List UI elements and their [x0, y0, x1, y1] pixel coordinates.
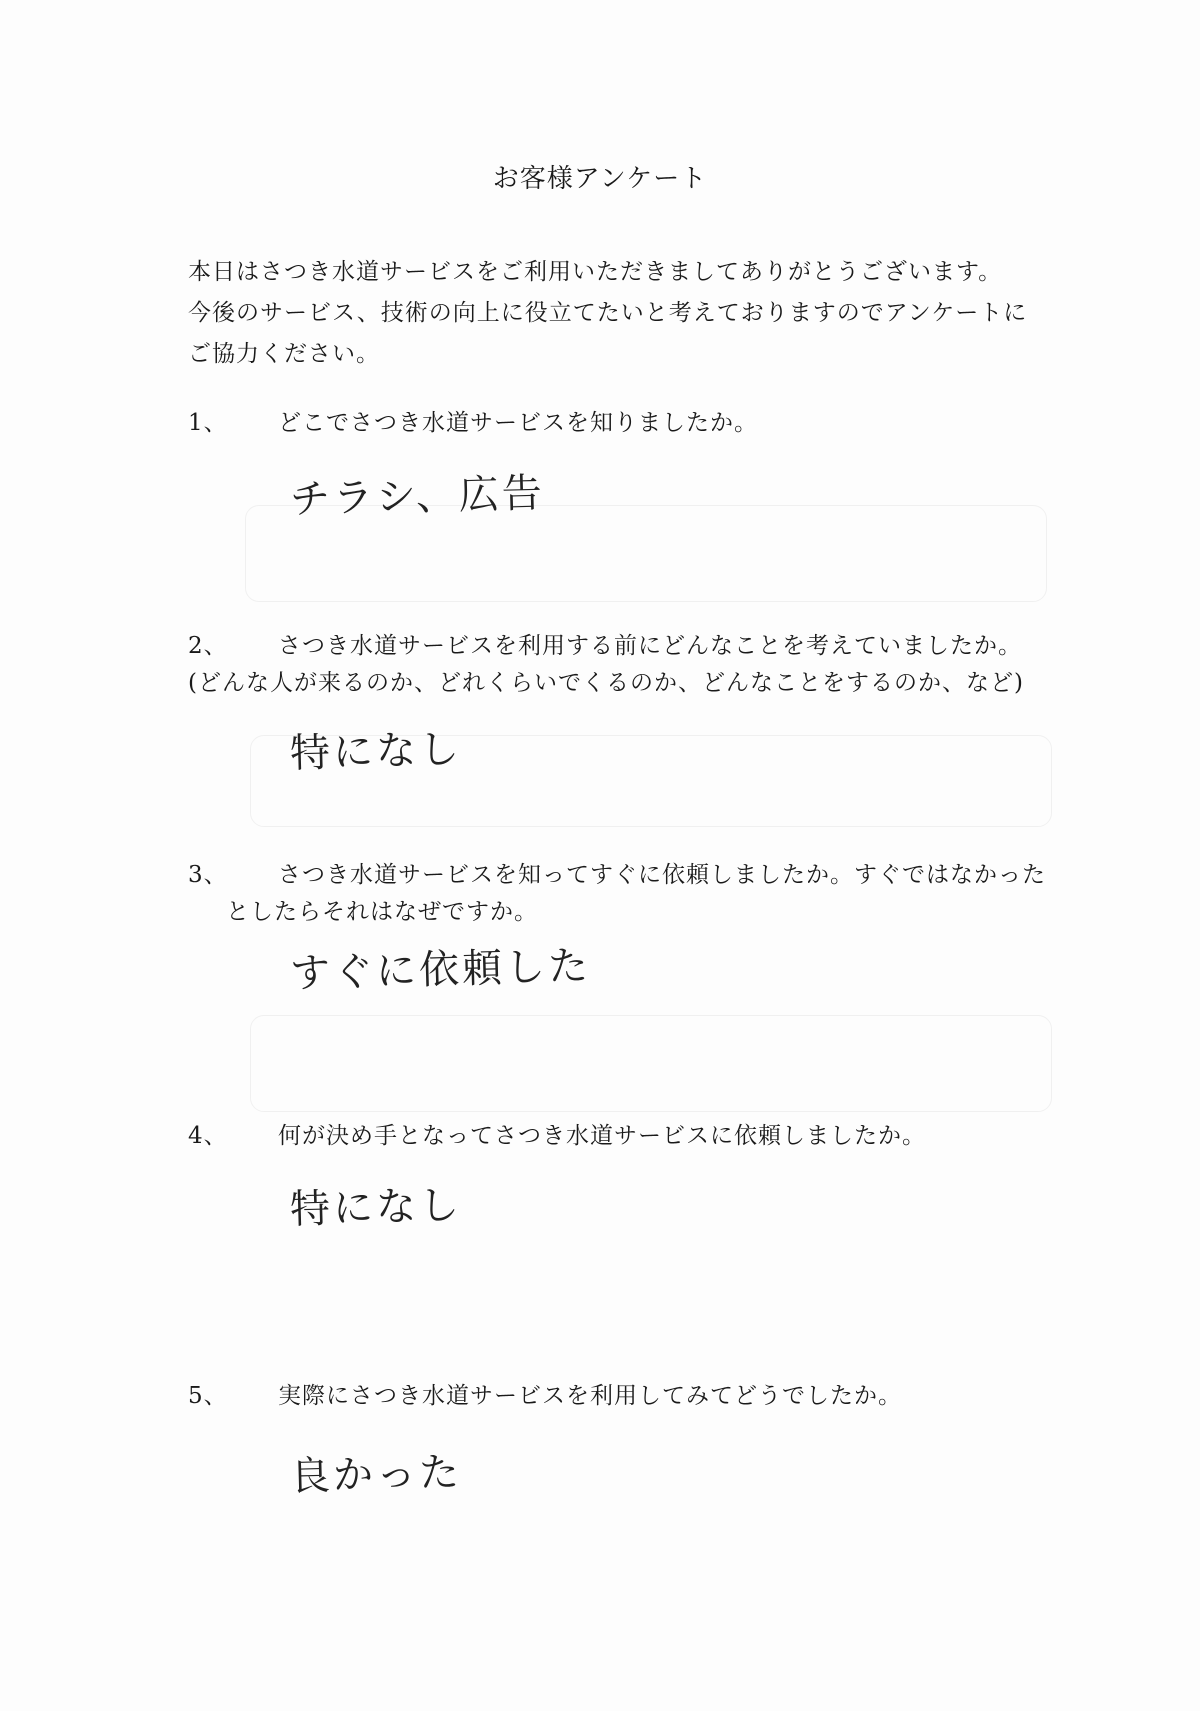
answer-3: すぐに依頼した: [289, 943, 592, 997]
answer-1: チラシ、広告: [289, 470, 546, 523]
question-3: [188, 857, 1088, 932]
answer-4: 特になし: [289, 1182, 463, 1233]
question-number: 1、: [188, 410, 228, 436]
question-number: 3、: [188, 862, 228, 888]
answer-5: 良かった: [289, 1449, 463, 1500]
bleed-through-box: [250, 1015, 1052, 1112]
intro-line: 今後のサービス、技術の向上に役立てたいと考えておりますのでアンケートに: [188, 299, 1028, 326]
question-number: 4、: [188, 1123, 228, 1149]
intro-line: ご協力ください。: [188, 340, 380, 367]
question-continuation: としたらそれはなぜですか。: [226, 899, 538, 926]
intro-line: 本日はさつき水道サービスをご利用いただきましてありがとうございます。: [188, 259, 1003, 285]
question-text: 実際にさつき水道サービスを利用してみてどうでしたか。: [278, 1383, 902, 1409]
question-text: さつき水道サービスを知ってすぐに依頼しましたか。すぐではなかった: [278, 862, 1046, 888]
question-4: [188, 1118, 1088, 1155]
question-1: [188, 405, 1088, 442]
intro-text: [188, 252, 1088, 375]
answer-2: 特になし: [289, 726, 463, 777]
question-text: さつき水道サービスを利用する前にどんなことを考えていましたか。: [278, 633, 1022, 659]
page-title: お客様アンケート: [492, 164, 708, 194]
question-text: 何が決め手となってさつき水道サービスに依頼しましたか。: [278, 1123, 926, 1149]
question-number: 5、: [188, 1383, 228, 1409]
question-2: [188, 628, 1088, 703]
question-text: どこでさつき水道サービスを知りましたか。: [278, 410, 758, 436]
question-5: [188, 1378, 1088, 1415]
question-subtext: (どんな人が来るのか、どれくらいでくるのか、どんなことをするのか、など): [188, 670, 1024, 697]
question-number: 2、: [188, 633, 228, 659]
